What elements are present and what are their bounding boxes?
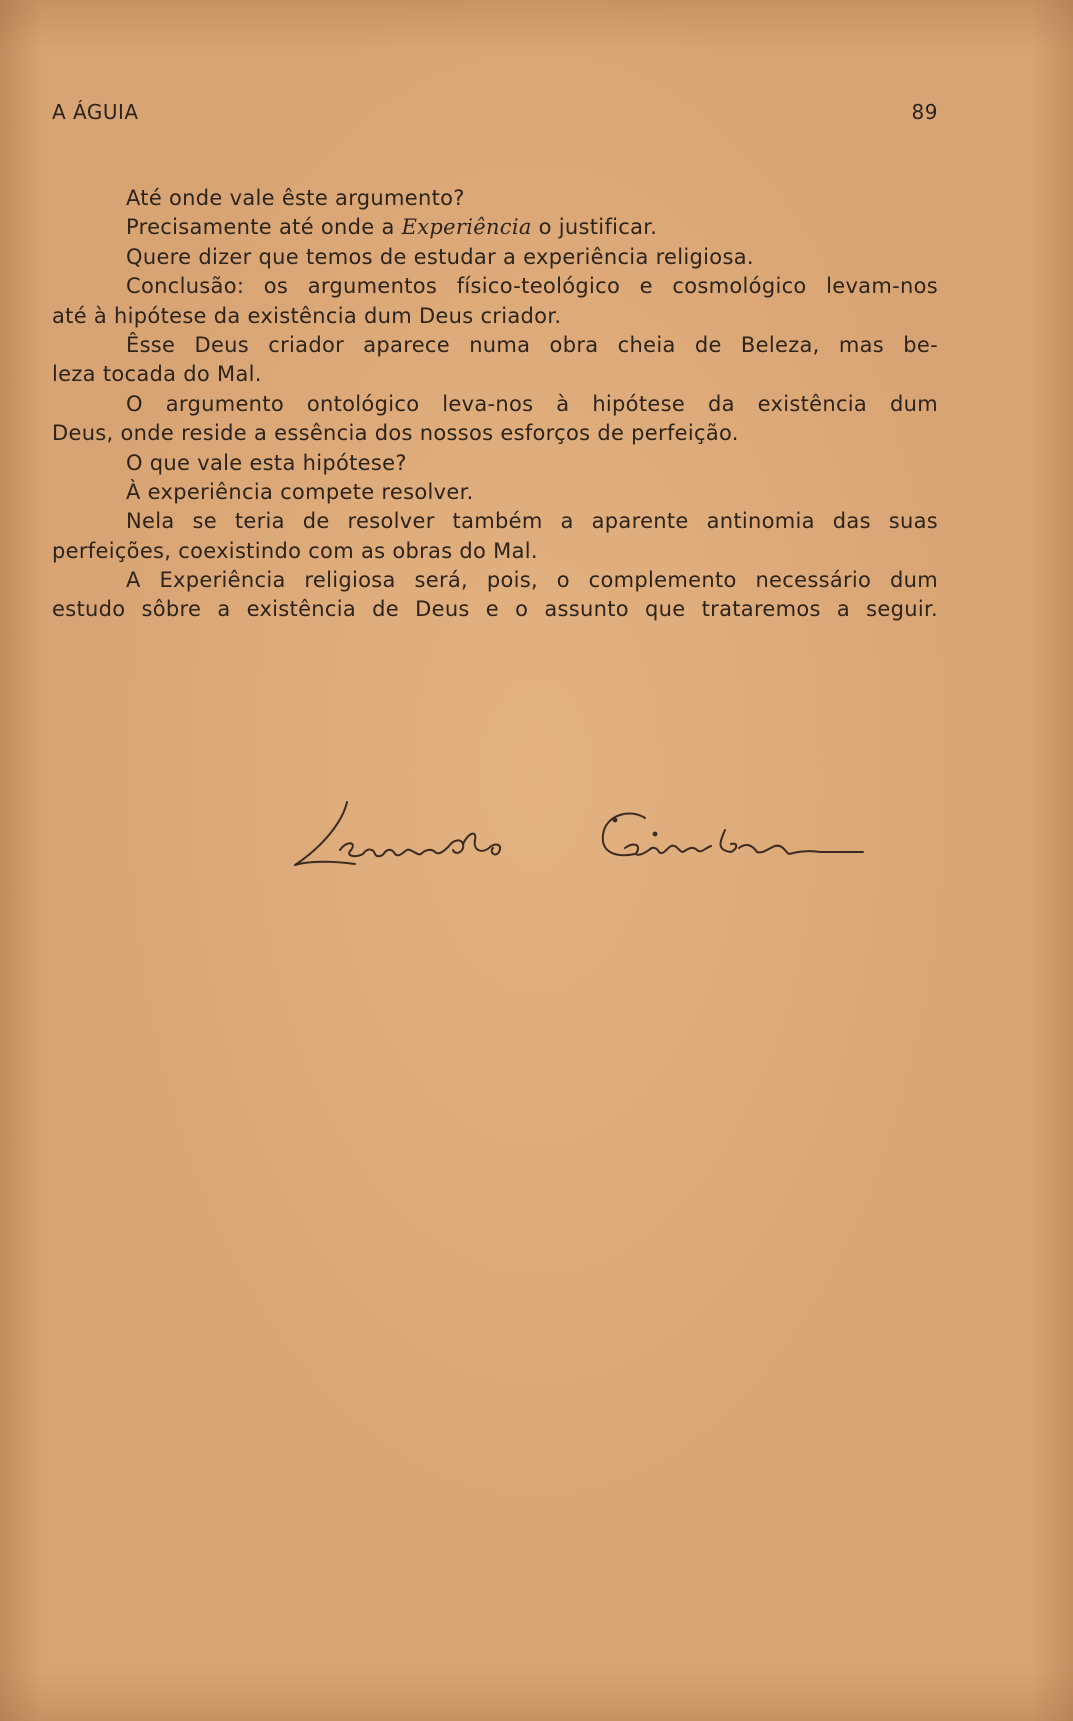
text-line: estudo sôbre a existência de Deus e o assunto que trataremos a seguir. bbox=[52, 597, 938, 622]
text-line: Nela se teria de resolver também a aparente antinomia das suas bbox=[126, 509, 938, 534]
running-head bbox=[52, 100, 938, 130]
text-line: Deus, onde reside a essência dos nossos esforços de perfeição. bbox=[52, 421, 739, 446]
text-line: A Experiência religiosa será, pois, o complemento necessário dum bbox=[126, 568, 938, 593]
text-segment: Precisamente até onde a bbox=[126, 215, 402, 240]
page-number: 89 bbox=[911, 100, 938, 124]
text-line: leza tocada do Mal. bbox=[52, 362, 262, 387]
text-segment: o justificar. bbox=[531, 215, 658, 240]
article-body bbox=[52, 184, 938, 625]
text-line: até à hipótese da existência dum Deus criador. bbox=[52, 303, 562, 328]
text-line: À experiência compete resolver. bbox=[126, 479, 474, 504]
text-line: Êsse Deus criador aparece numa obra cheia de Beleza, mas be- bbox=[126, 332, 938, 357]
handwritten-signature bbox=[285, 790, 935, 880]
journal-title: A ÁGUIA bbox=[52, 100, 139, 124]
text-line: O que vale esta hipótese? bbox=[126, 450, 407, 475]
italic-term: Experiência bbox=[401, 215, 532, 240]
text-line: Conclusão: os argumentos físico-teológico e cosmológico levam-nos bbox=[126, 274, 938, 299]
text-line: Quere dizer que temos de estudar a experiência religiosa. bbox=[126, 244, 754, 269]
text-line: perfeições, coexistindo com as obras do Mal. bbox=[52, 538, 538, 563]
text-line: O argumento ontológico leva-nos à hipótese da existência dum bbox=[126, 391, 938, 416]
text-line bbox=[52, 213, 938, 242]
signature-drawing bbox=[285, 790, 935, 880]
text-line: Até onde vale êste argumento? bbox=[126, 186, 465, 210]
